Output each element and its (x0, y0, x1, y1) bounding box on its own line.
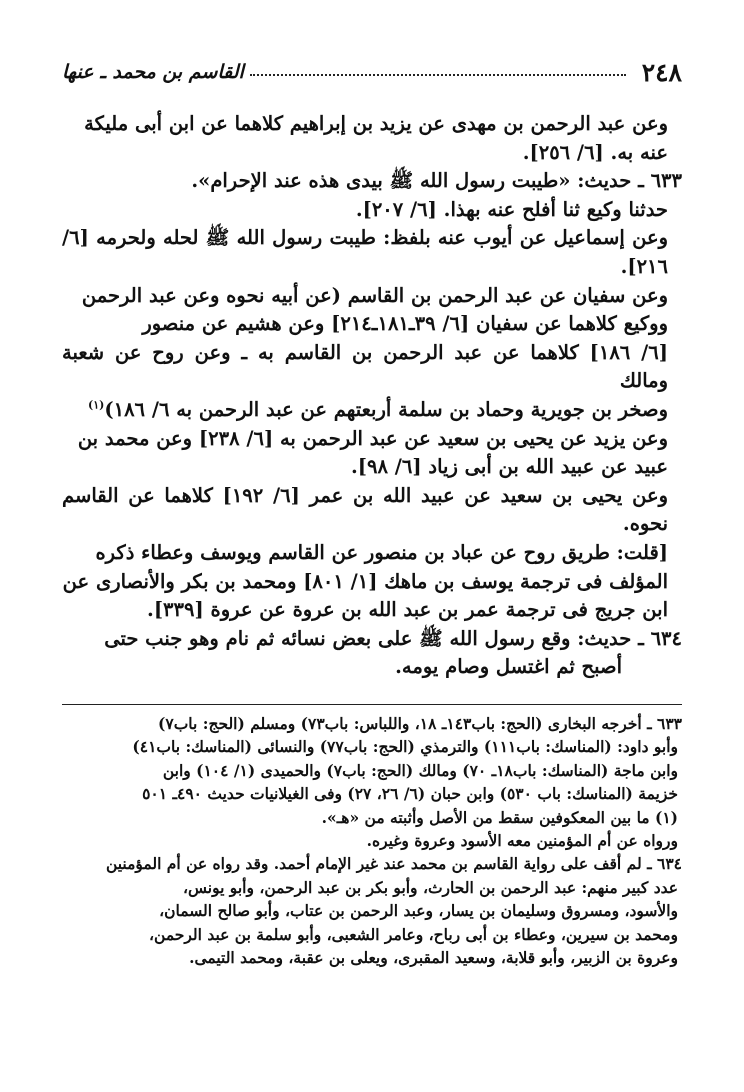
footnote-line: ٦٣٤ ـ لم أقف على رواية القاسم بن محمد عند غير الإمام أحمد. وقد رواه عن أم المؤمنين (105, 854, 682, 874)
page-number: ٢٤٨ (641, 57, 682, 87)
text-line: [٦/ ١٨٦] كلاهما عن عبد الرحمن بن القاسم به ـ وعن روح عن شعبة ومالك (62, 340, 668, 393)
text-line: أصبح ثم اغتسل وصام يومه. (395, 655, 622, 679)
text-line: عبيد عن عبيد الله بن أبى زياد [٦/ ٩٨]. (351, 455, 668, 479)
text-line: المؤلف فى ترجمة يوسف بن ماهك [١/ ٨٠١] ومحمد بن بكر والأنصارى عن (62, 569, 668, 593)
text-line (62, 396, 682, 425)
footnote-line: ومحمد بن سيرين، وعطاء بن أبى رباح، وعامر الشعبى، وأبو سلمة بن عبد الرحمن، (149, 924, 678, 944)
footnote-line: خزيمة (المناسك: باب ٥٣٠) وابن حبان (٦/ ٢٦، ٢٧) وفى الغيلانيات حديث ٤٩٠ـ ٥٠١ (142, 784, 678, 804)
running-title: القاسم بن محمد ـ عنها (62, 61, 244, 83)
hadith-heading-634: ٦٣٤ ـ حديث: وقع رسول الله ﷺ على بعض نسائه ثم نام وهو جنب حتى (104, 626, 682, 650)
footnote-line: وابن ماجة (المناسك: باب١٨ـ ٧٠) ومالك (الحج: باب٧) والحميدى (١/ ١٠٤) وابن (162, 760, 678, 780)
text-line: [قلت: طريق روح عن عباد بن منصور عن القاسم ويوسف وعطاء ذكره (95, 540, 668, 564)
footnote-line: وعروة بن الزبير، وأبو قلابة، وسعيد المقبرى، ويعلى بن عقبة، ومحمد التيمى. (189, 948, 678, 968)
footnote-line: ورواه عن أم المؤمنين معه الأسود وعروة وغيره. (366, 831, 678, 851)
footnote-line: والأسود، ومسروق وسليمان بن يسار، وعبد الرحمن بن عتاب، وأبو صالح السمان، (159, 901, 678, 921)
text-line-body: وصخر بن جويرية وحماد بن سلمة أربعتهم عن عبد الرحمن به ٦/ ١٨٦) (104, 397, 668, 421)
page-header (62, 54, 682, 90)
hadith-heading-633: ٦٣٣ ـ حديث: «طيبت رسول الله ﷺ بيدى هذه عند الإحرام». (191, 169, 682, 193)
text-line: وعن سفيان عن عبد الرحمن بن القاسم (عن أبيه نحوه وعن عبد الرحمن (81, 283, 668, 307)
text-line: وعن يحيى بن سعيد عن عبيد الله بن عمر [٦/ ١٩٢] كلاهما عن القاسم نحوه. (62, 483, 668, 536)
footnote-separator (62, 704, 682, 705)
text-line: وعن يزيد عن يحيى بن سعيد عن عبد الرحمن به [٦/ ٢٣٨] وعن محمد بن (77, 426, 668, 450)
header-dotted-rule (250, 74, 626, 76)
text-line: عنه به. [٦/ ٢٥٦]. (522, 140, 668, 164)
text-line: حدثنا وكيع ثنا أفلح عنه بهذا. [٦/ ٢٠٧]. (355, 197, 668, 221)
footnote-ref: (١) (88, 398, 105, 412)
text-line: وعن عبد الرحمن بن مهدى عن يزيد بن إبراهيم كلاهما عن ابن أبى مليكة (84, 112, 668, 135)
footnote-line: (١) ما بين المعكوفين سقط من الأصل وأثبته من «هـ». (321, 807, 678, 827)
footnote-line: عدد كبير منهم: عبد الرحمن بن الحارث، وأبو بكر بن عبد الرحمن، وأبو يونس، (183, 877, 678, 897)
main-text-block (62, 110, 682, 682)
footnotes-block (62, 712, 682, 969)
footnote-line: وأبو داود: (المناسك: باب١١١) والترمذي (الحج: باب٧٧) والنسائى (المناسك: باب٤١) (132, 737, 678, 757)
footnote-line: ٦٣٣ ـ أخرجه البخارى (الحج: باب١٤٣ـ ١٨، واللباس: باب٧٣) ومسلم (الحج: باب٧) (158, 714, 682, 733)
text-line: ابن جريج فى ترجمة عمر بن عبد الله بن عروة عن عروة [٣٣٩]. (147, 598, 668, 622)
text-line: وعن إسماعيل عن أيوب عنه بلفظ: طيبت رسول الله ﷺ لحله ولحرمه [٦/ ٢١٦]. (62, 226, 668, 278)
text-line: ووكيع كلاهما عن سفيان [٦/ ٣٩ـ١٨١ـ٢١٤] وعن هشيم عن منصور (142, 312, 668, 336)
